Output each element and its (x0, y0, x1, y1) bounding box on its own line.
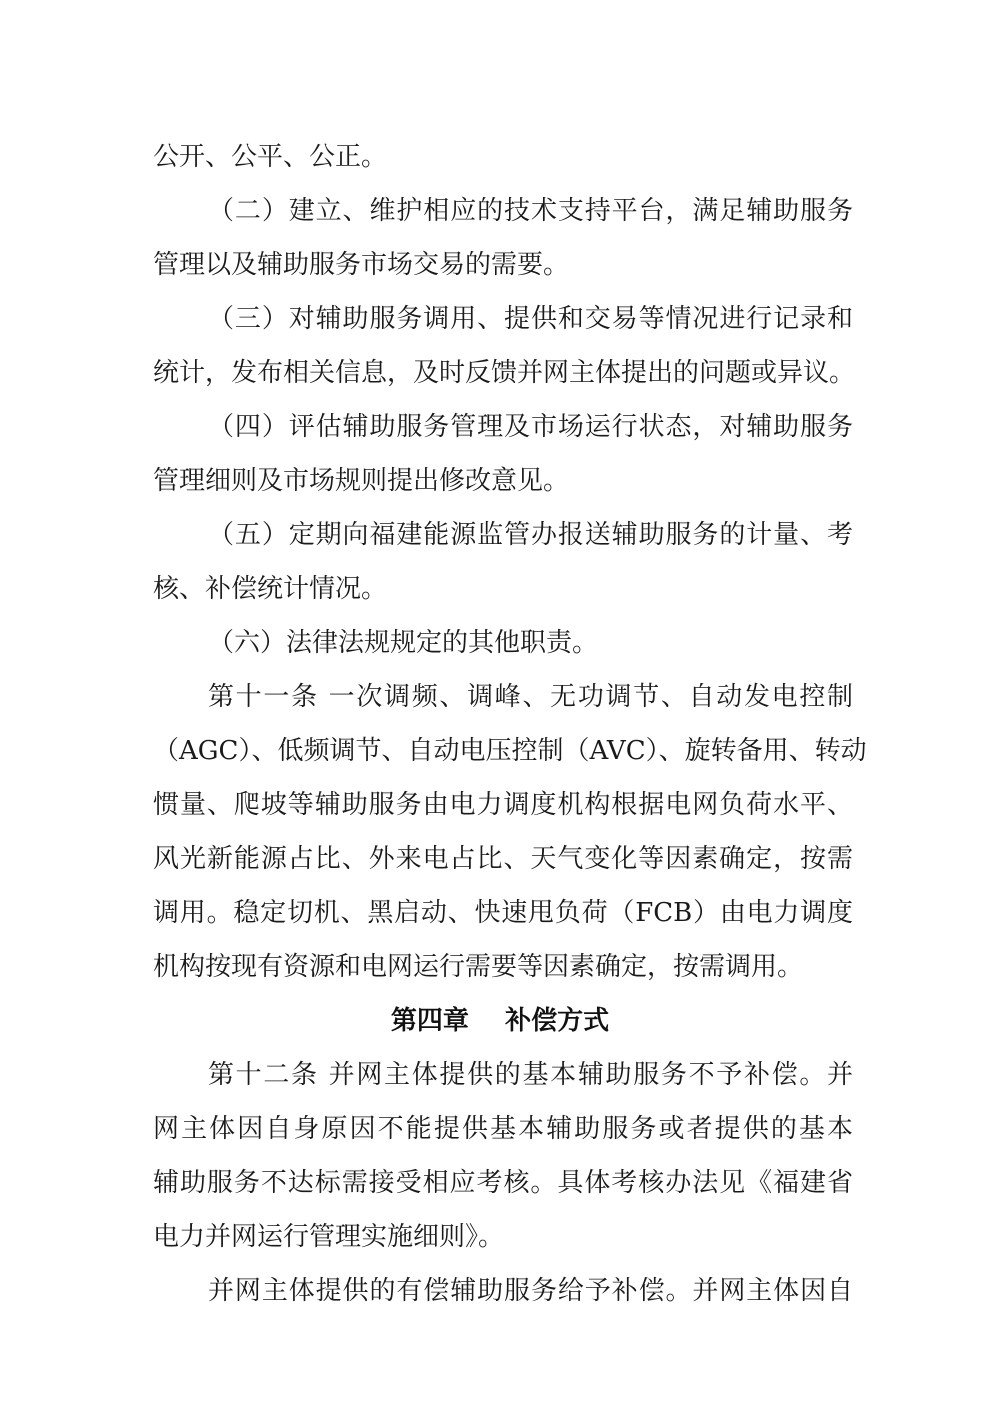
paragraph-line: 风光新能源占比、外来电占比、天气变化等因素确定，按需 (153, 844, 853, 874)
paragraph-line: （AGC）、低频调节、自动电压控制（AVC）、旋转备用、转动 (153, 736, 867, 766)
paragraph-line: 统计，发布相关信息，及时反馈并网主体提出的问题或异议。 (153, 358, 856, 388)
paragraph-line: 公开、公平、公正。 (153, 142, 388, 172)
paragraph-line: 并网主体提供的有偿辅助服务给予补偿。并网主体因自 (208, 1276, 853, 1306)
chapter-heading: 第四章 补偿方式 (390, 1006, 610, 1036)
paragraph-line: 机构按现有资源和电网运行需要等因素确定，按需调用。 (153, 952, 804, 982)
paragraph-line: （五）定期向福建能源监管办报送辅助服务的计量、考 (208, 520, 853, 550)
paragraph-line: 管理以及辅助服务市场交易的需要。 (153, 250, 570, 280)
paragraph-line: 核、补偿统计情况。 (153, 574, 388, 604)
paragraph-line: （四）评估辅助服务管理及市场运行状态，对辅助服务 (208, 412, 853, 442)
paragraph-line: 电力并网运行管理实施细则》。 (153, 1222, 505, 1252)
paragraph-line: 第十二条 并网主体提供的基本辅助服务不予补偿。并 (208, 1060, 853, 1090)
paragraph-line: 管理细则及市场规则提出修改意见。 (153, 466, 570, 496)
paragraph-line: （三）对辅助服务调用、提供和交易等情况进行记录和 (208, 304, 853, 334)
paragraph-line: 惯量、爬坡等辅助服务由电力调度机构根据电网负荷水平、 (153, 790, 853, 820)
paragraph-line: （二）建立、维护相应的技术支持平台，满足辅助服务 (208, 196, 853, 226)
paragraph-line: （六）法律法规规定的其他职责。 (208, 628, 599, 658)
paragraph-line: 调用。稳定切机、黑启动、快速甩负荷（FCB）由电力调度 (153, 898, 853, 928)
paragraph-line: 第十一条 一次调频、调峰、无功调节、自动发电控制 (208, 682, 853, 712)
paragraph-line: 辅助服务不达标需接受相应考核。具体考核办法见《福建省 (153, 1168, 853, 1198)
paragraph-line: 网主体因自身原因不能提供基本辅助服务或者提供的基本 (153, 1114, 853, 1144)
